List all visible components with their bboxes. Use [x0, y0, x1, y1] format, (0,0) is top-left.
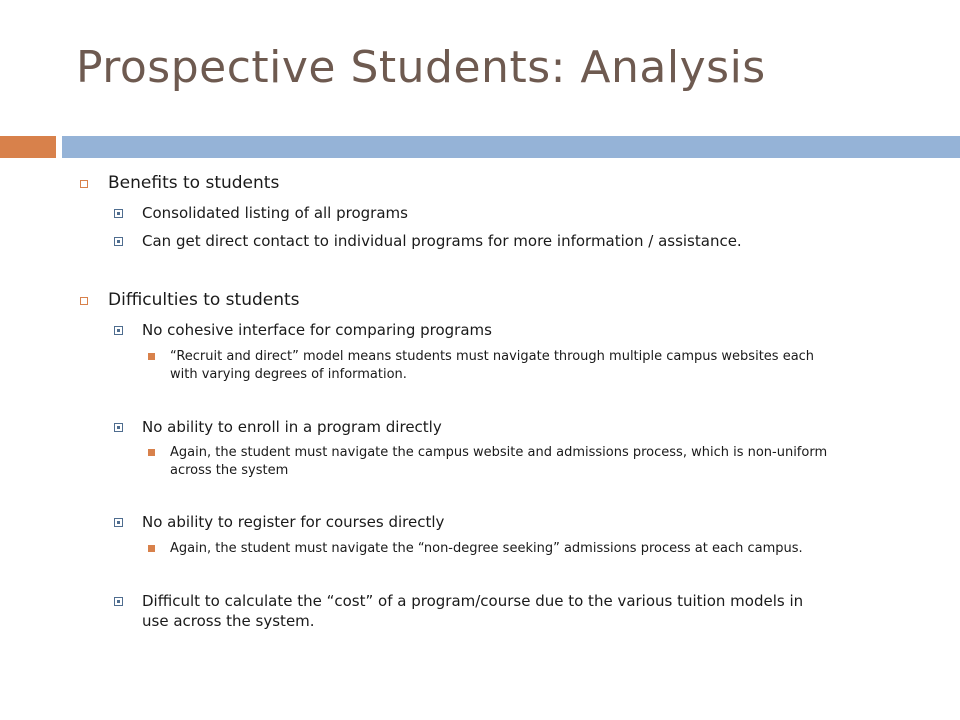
boxed-square-bullet-icon — [114, 209, 123, 218]
slide-title: Prospective Students: Analysis — [76, 42, 766, 93]
list-item-line: Difficult to calculate the “cost” of a program/course due to the various tuition models in — [142, 592, 804, 610]
list-item: No ability to register for courses directly — [142, 513, 445, 531]
boxed-square-bullet-icon — [114, 423, 123, 432]
boxed-square-bullet-icon — [114, 326, 123, 335]
open-square-bullet-icon — [80, 297, 88, 305]
boxed-square-bullet-icon — [114, 597, 123, 606]
filled-square-bullet-icon — [148, 353, 155, 360]
list-item: No cohesive interface for comparing programs — [142, 321, 492, 339]
section-heading: Difficulties to students — [108, 290, 300, 310]
title-underline-bar — [62, 136, 960, 158]
filled-square-bullet-icon — [148, 449, 155, 456]
section-heading: Benefits to students — [108, 173, 280, 193]
accent-bar — [0, 136, 56, 158]
filled-square-bullet-icon — [148, 545, 155, 552]
list-item: Can get direct contact to individual programs for more information / assistance. — [142, 232, 742, 250]
list-item-line: use across the system. — [142, 612, 315, 630]
list-item: No ability to enroll in a program directly — [142, 418, 442, 436]
boxed-square-bullet-icon — [114, 518, 123, 527]
sub-item-line: Again, the student must navigate the campus website and admissions process, which is non-uniform — [170, 445, 828, 460]
boxed-square-bullet-icon — [114, 237, 123, 246]
sub-item-line: Again, the student must navigate the “non-degree seeking” admissions process at each campus. — [170, 541, 803, 556]
sub-item-line: with varying degrees of information. — [170, 367, 407, 382]
list-item: Consolidated listing of all programs — [142, 204, 408, 222]
sub-item-line: across the system — [170, 463, 289, 478]
open-square-bullet-icon — [80, 180, 88, 188]
sub-item-line: “Recruit and direct” model means students must navigate through multiple campus websites each — [170, 349, 815, 364]
